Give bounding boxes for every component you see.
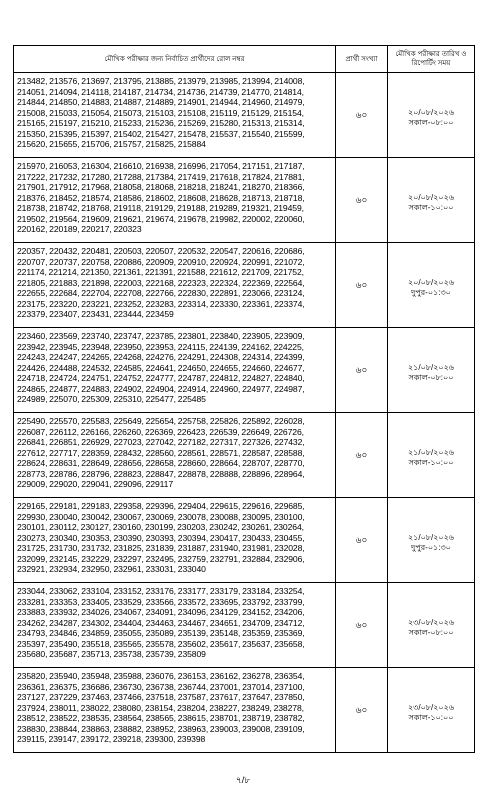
roll-numbers: 233044, 233062, 233104, 233152, 233176, 233177, 233179, 233184, 233254, 233281, 233353, 233405, 233529, 233566, 233572, 233695, 233792, 233799, 233883, 233932, 234026, 234067, 234091, 234096, 234129, 234152, 234206, 234262, 234287, 234302, 234404, 234463, 234467, 234651, 234709, 234712, 234793, 234846, 234859, 235055, 235089, 235139, 235148, 235359, 235369, 235397, 235490, 235518, 235565, 235578, 235602, 235617, 235637, 235658, 235680, 235687, 235713, 235738, 235739, 235809	[14, 583, 336, 668]
reporting-time: দুপুর-০১:৩০	[411, 288, 451, 297]
schedule-cell	[388, 668, 475, 753]
schedule-cell	[388, 243, 475, 328]
table-row	[14, 243, 475, 328]
roll-numbers: 220357, 220432, 220481, 220503, 220507, 220532, 220547, 220616, 220686, 220707, 220737, 220758, 220886, 220909, 220910, 220924, 220991, 221072, 221174, 221214, 221350, 221361, 221391, 221588, 221612, 221709, 221752, 221805, 221883, 221898, 222003, 222168, 222323, 222324, 222369, 222564, 222655, 222684, 222704, 222708, 222766, 222830, 222891, 223066, 223124, 223175, 223220, 223221, 223252, 223283, 223314, 223330, 223361, 223374, 223379, 223407, 223431, 223444, 223459	[14, 243, 336, 328]
schedule-cell	[388, 413, 475, 498]
table-row	[14, 413, 475, 498]
reporting-time: সকাল-১০:০০	[408, 713, 454, 722]
candidate-count: ৬০	[336, 668, 388, 753]
candidate-count: ৬০	[336, 498, 388, 583]
roll-numbers: 235820, 235940, 235948, 235988, 236076, 236153, 236162, 236278, 236354, 236361, 236375, 236686, 236730, 236738, 236744, 237001, 237014, 237100, 237127, 237229, 237463, 237466, 237518, 237587, 237617, 237647, 237850, 237924, 238011, 238022, 238080, 238154, 238204, 238227, 238249, 238278, 238512, 238522, 238535, 238564, 238565, 238615, 238701, 238719, 238782, 238830, 238844, 238863, 238882, 238952, 238963, 239003, 239008, 239109, 239115, 239147, 239172, 239218, 239300, 239398	[14, 668, 336, 753]
table-row	[14, 498, 475, 583]
exam-date: ২১/০৮/২০২৬	[407, 533, 455, 542]
count-column-header: প্রার্থী সংখ্যা	[336, 46, 388, 73]
roll-column-header: মৌখিক পরীক্ষার জন্য নির্বাচিত প্রার্থীদের রোল নম্বর	[14, 46, 336, 73]
exam-date: ২১/০৮/২০২৬	[407, 448, 455, 457]
table-row	[14, 73, 475, 158]
candidate-count: ৬০	[336, 413, 388, 498]
exam-date: ২৩/০৮/২০২৬	[407, 618, 455, 627]
page-number: ৭/৮	[235, 775, 251, 785]
exam-date: ২০/০৮/২০২৬	[407, 278, 455, 287]
roll-numbers: 223460, 223569, 223740, 223747, 223785, 223801, 223840, 223905, 223909, 223942, 223945, 223948, 223950, 223953, 224115, 224139, 224162, 224225, 224243, 224247, 224265, 224268, 224276, 224291, 224308, 224314, 224399, 224426, 224488, 224532, 224585, 224641, 224650, 224655, 224660, 224677, 224718, 224724, 224751, 224752, 224777, 224787, 224812, 224827, 224840, 224865, 224877, 224883, 224902, 224904, 224914, 224960, 224977, 224987, 224989, 225070, 225309, 225310, 225477, 225485	[14, 328, 336, 413]
schedule-cell	[388, 583, 475, 668]
schedule-cell	[388, 328, 475, 413]
candidate-count: ৬০	[336, 243, 388, 328]
roll-numbers: 229165, 229181, 229183, 229358, 229396, 229404, 229615, 229616, 229685, 229930, 230040, 230042, 230067, 230069, 230078, 230088, 230095, 230100, 230101, 230112, 230127, 230160, 230199, 230203, 230242, 230261, 230264, 230273, 230340, 230353, 230390, 230393, 230394, 230417, 230433, 230455, 231725, 231730, 231732, 231825, 231839, 231887, 231940, 231981, 232028, 232099, 232145, 232229, 232297, 232495, 232759, 232791, 232884, 232906, 232921, 232934, 232950, 232961, 233031, 233040	[14, 498, 336, 583]
candidate-count: ৬০	[336, 73, 388, 158]
table-row	[14, 328, 475, 413]
reporting-time: সকাল-১০:০০	[408, 203, 454, 212]
roll-numbers: 215970, 216053, 216304, 216610, 216938, 216996, 217054, 217151, 217187, 217222, 217232, 217280, 217288, 217384, 217419, 217618, 217824, 217881, 217901, 217912, 217968, 218058, 218068, 218218, 218241, 218270, 218366, 218376, 218452, 218574, 218586, 218602, 218608, 218628, 218713, 218718, 218738, 218742, 218768, 219118, 219129, 219188, 219289, 219321, 219459, 219502, 219564, 219609, 219621, 219674, 219678, 219982, 220002, 220060, 220162, 220189, 220217, 220323	[14, 158, 336, 243]
table-row	[14, 668, 475, 753]
schedule-cell	[388, 498, 475, 583]
table-row	[14, 158, 475, 243]
reporting-time: সকাল-০৮:০০	[408, 118, 454, 127]
exam-date: ২০/০৮/২০২৬	[407, 193, 455, 202]
table-row	[14, 583, 475, 668]
schedule-cell	[388, 158, 475, 243]
roll-numbers: 213482, 213576, 213697, 213795, 213885, 213979, 213985, 213994, 214008, 214051, 214094, 214118, 214187, 214734, 214736, 214739, 214770, 214814, 214844, 214850, 214883, 214887, 214889, 214901, 214944, 214960, 214979, 215008, 215033, 215054, 215073, 215103, 215108, 215119, 215129, 215154, 215165, 215197, 215210, 215233, 215236, 215269, 215280, 215313, 215314, 215350, 215395, 215397, 215402, 215427, 215478, 215537, 215540, 215599, 215620, 215655, 215706, 215757, 215825, 215884	[14, 73, 336, 158]
reporting-time: দুপুর-০১:৩০	[411, 543, 451, 552]
schedule-column-header: মৌখিক পরীক্ষার তারিখ ও রিপোর্টিং সময়	[388, 46, 475, 73]
document-page	[13, 45, 474, 753]
candidate-count: ৬০	[336, 158, 388, 243]
roll-numbers: 225490, 225570, 225583, 225649, 225654, 225758, 225826, 225892, 226028, 226087, 226112, 226166, 226260, 226369, 226423, 226539, 226649, 226726, 226841, 226851, 226929, 227023, 227042, 227182, 227317, 227326, 227432, 227612, 227717, 228359, 228432, 228560, 228561, 228571, 228587, 228588, 228624, 228631, 228649, 228656, 228658, 228660, 228664, 228707, 228770, 228773, 228786, 228796, 228823, 228847, 228878, 228888, 228896, 228964, 229009, 229020, 229041, 229096, 229117	[14, 413, 336, 498]
exam-date: ২৩/০৮/২০২৬	[407, 703, 455, 712]
exam-date: ২০/০৮/২০২৬	[407, 108, 455, 117]
table-header-row	[14, 46, 475, 73]
candidate-count: ৬০	[336, 328, 388, 413]
reporting-time: সকাল-১০:০০	[408, 458, 454, 467]
schedule-table	[13, 45, 475, 753]
candidate-count: ৬০	[336, 583, 388, 668]
reporting-time: সকাল-০৮:০০	[408, 628, 454, 637]
reporting-time: সকাল-০৮:০০	[408, 373, 454, 382]
exam-date: ২১/০৮/২০২৬	[407, 363, 455, 372]
schedule-cell	[388, 73, 475, 158]
